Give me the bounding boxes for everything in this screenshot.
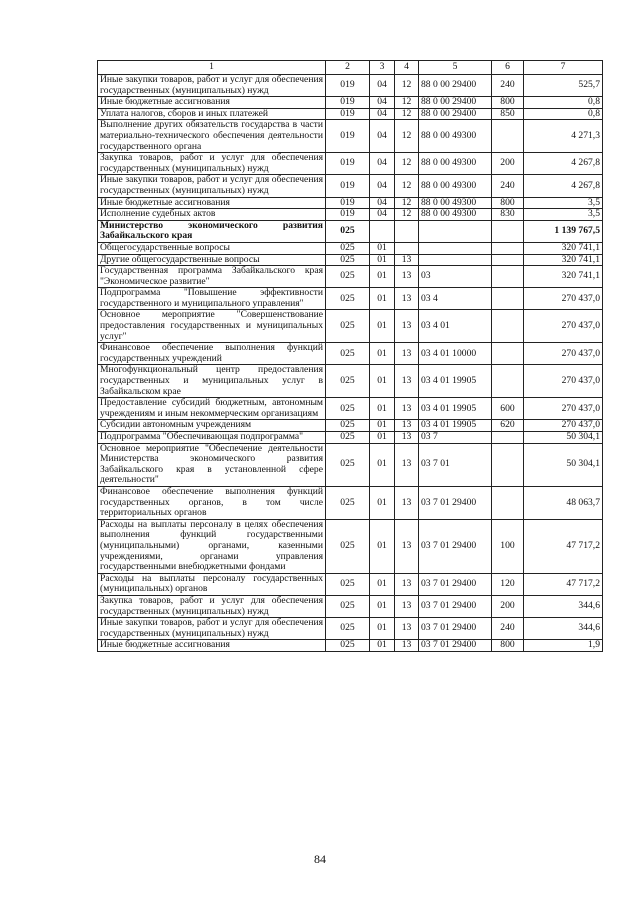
row-code-section: 01 (370, 242, 395, 254)
row-code-section: 01 (370, 432, 395, 444)
row-code-main: 019 (326, 153, 370, 175)
table-row (98, 640, 603, 652)
row-name: Министерство экономического развития Забайкальского края (98, 220, 326, 242)
header-col-6: 6 (492, 61, 524, 75)
row-code-expense-type: 800 (492, 97, 524, 109)
row-code-target: 88 0 00 29400 (419, 75, 492, 97)
row-code-target: 03 7 01 29400 (419, 573, 492, 595)
row-code-section: 01 (370, 573, 395, 595)
row-code-main: 025 (326, 640, 370, 652)
row-code-section: 04 (370, 120, 395, 153)
row-code-section: 01 (370, 343, 395, 365)
table-row (98, 398, 603, 420)
row-code-target: 03 7 01 (419, 443, 492, 486)
row-code-subsection: 13 (395, 398, 419, 420)
row-code-target: 88 0 00 29400 (419, 108, 492, 120)
row-code-section: 01 (370, 310, 395, 343)
row-code-target: 03 4 01 19905 (419, 365, 492, 398)
row-code-main: 019 (326, 97, 370, 109)
table-row (98, 443, 603, 486)
table-row (98, 97, 603, 109)
row-code-section: 01 (370, 519, 395, 573)
row-code-subsection: 13 (395, 618, 419, 640)
row-code-subsection: 13 (395, 310, 419, 343)
row-amount: 3,5 (524, 197, 603, 209)
row-amount: 1,9 (524, 640, 603, 652)
row-code-main: 025 (326, 365, 370, 398)
row-code-target (419, 254, 492, 266)
row-code-subsection (395, 242, 419, 254)
row-name: Многофункциональный центр предоставления государственных и муниципальных услуг в Забайкальском крае (98, 365, 326, 398)
budget-table (97, 60, 603, 652)
table-row (98, 486, 603, 519)
row-code-target: 03 (419, 266, 492, 288)
row-code-expense-type: 620 (492, 420, 524, 432)
table-row (98, 242, 603, 254)
table-row (98, 175, 603, 197)
row-name: Основное мероприятие "Совершенствование предоставления государственных и муниципальных услуг" (98, 310, 326, 343)
row-code-main: 025 (326, 398, 370, 420)
row-code-main: 019 (326, 209, 370, 221)
row-code-main: 019 (326, 120, 370, 153)
row-code-target: 88 0 00 49300 (419, 209, 492, 221)
table-row (98, 595, 603, 617)
row-amount: 525,7 (524, 75, 603, 97)
row-code-target: 88 0 00 29400 (419, 97, 492, 109)
row-code-section: 01 (370, 398, 395, 420)
row-code-main: 025 (326, 220, 370, 242)
row-code-section: 04 (370, 175, 395, 197)
row-amount: 4 271,3 (524, 120, 603, 153)
row-name: Другие общегосударственные вопросы (98, 254, 326, 266)
row-code-target: 88 0 00 49300 (419, 197, 492, 209)
row-name: Расходы на выплаты персоналу государственных (муниципальных) органов (98, 573, 326, 595)
row-amount: 50 304,1 (524, 432, 603, 444)
row-code-subsection: 13 (395, 443, 419, 486)
row-name: Иные бюджетные ассигнования (98, 197, 326, 209)
row-code-subsection (395, 220, 419, 242)
table-row (98, 519, 603, 573)
row-code-subsection: 13 (395, 254, 419, 266)
table-row (98, 209, 603, 221)
row-amount: 47 717,2 (524, 519, 603, 573)
table-row (98, 288, 603, 310)
row-code-main: 025 (326, 242, 370, 254)
row-code-expense-type (492, 266, 524, 288)
row-code-main: 025 (326, 618, 370, 640)
table-row (98, 573, 603, 595)
row-code-subsection: 13 (395, 486, 419, 519)
row-amount: 1 139 767,5 (524, 220, 603, 242)
row-name: Закупка товаров, работ и услуг для обеспечения государственных (муниципальных) нужд (98, 595, 326, 617)
row-name: Иные закупки товаров, работ и услуг для обеспечения государственных (муниципальных) нужд (98, 175, 326, 197)
row-code-expense-type: 120 (492, 573, 524, 595)
row-code-main: 019 (326, 75, 370, 97)
table-row (98, 220, 603, 242)
row-code-expense-type (492, 365, 524, 398)
row-code-target: 88 0 00 49300 (419, 175, 492, 197)
row-code-target: 03 7 01 29400 (419, 618, 492, 640)
row-code-target: 88 0 00 49300 (419, 120, 492, 153)
row-code-section: 04 (370, 153, 395, 175)
row-code-target: 88 0 00 49300 (419, 153, 492, 175)
row-amount: 344,6 (524, 595, 603, 617)
row-code-target: 03 4 01 19905 (419, 398, 492, 420)
table-row (98, 618, 603, 640)
header-row (98, 61, 603, 75)
row-code-section (370, 220, 395, 242)
row-code-target (419, 242, 492, 254)
row-code-main: 025 (326, 420, 370, 432)
row-code-section: 01 (370, 266, 395, 288)
row-code-target: 03 7 01 29400 (419, 640, 492, 652)
row-amount: 320 741,1 (524, 242, 603, 254)
row-amount: 270 437,0 (524, 288, 603, 310)
row-code-expense-type (492, 343, 524, 365)
row-code-expense-type: 240 (492, 618, 524, 640)
row-code-expense-type: 240 (492, 175, 524, 197)
row-code-section: 01 (370, 254, 395, 266)
row-code-target: 03 7 (419, 432, 492, 444)
row-amount: 0,8 (524, 108, 603, 120)
row-code-main: 025 (326, 573, 370, 595)
row-code-target: 03 4 01 10000 (419, 343, 492, 365)
row-code-subsection: 12 (395, 153, 419, 175)
row-code-expense-type: 800 (492, 197, 524, 209)
table-header (98, 61, 603, 75)
row-code-expense-type: 240 (492, 75, 524, 97)
row-code-target: 03 7 01 29400 (419, 595, 492, 617)
row-code-main: 025 (326, 254, 370, 266)
table-row (98, 254, 603, 266)
row-code-expense-type (492, 242, 524, 254)
row-name: Иные закупки товаров, работ и услуг для обеспечения государственных (муниципальных) нужд (98, 75, 326, 97)
row-code-expense-type: 800 (492, 640, 524, 652)
row-name: Подпрограмма "Повышение эффективности государственного и муниципального управления" (98, 288, 326, 310)
row-code-target: 03 7 01 29400 (419, 519, 492, 573)
row-code-expense-type (492, 288, 524, 310)
row-code-subsection: 13 (395, 640, 419, 652)
table-body (98, 75, 603, 652)
row-name: Выполнение других обязательств государства в части материально-технического обеспечения деятельности государственного органа (98, 120, 326, 153)
row-code-main: 025 (326, 432, 370, 444)
row-code-subsection: 13 (395, 573, 419, 595)
row-code-target: 03 4 (419, 288, 492, 310)
row-code-expense-type (492, 120, 524, 153)
row-code-expense-type: 830 (492, 209, 524, 221)
row-amount: 47 717,2 (524, 573, 603, 595)
row-name: Государственная программа Забайкальского края "Экономическое развитие" (98, 266, 326, 288)
row-code-target: 03 7 01 29400 (419, 486, 492, 519)
row-code-expense-type: 100 (492, 519, 524, 573)
row-code-subsection: 12 (395, 175, 419, 197)
row-name: Уплата налогов, сборов и иных платежей (98, 108, 326, 120)
table-row (98, 343, 603, 365)
row-name: Иные закупки товаров, работ и услуг для обеспечения государственных (муниципальных) нужд (98, 618, 326, 640)
table-row (98, 197, 603, 209)
row-code-section: 04 (370, 97, 395, 109)
row-code-target: 03 4 01 19905 (419, 420, 492, 432)
header-col-3: 3 (370, 61, 395, 75)
row-code-target: 03 4 01 (419, 310, 492, 343)
row-code-subsection: 13 (395, 343, 419, 365)
row-name: Предоставление субсидий бюджетным, автономным учреждениям и иным некоммерческим организациям (98, 398, 326, 420)
row-code-section: 01 (370, 288, 395, 310)
row-code-subsection: 12 (395, 75, 419, 97)
row-code-main: 025 (326, 343, 370, 365)
row-name: Закупка товаров, работ и услуг для обеспечения государственных (муниципальных) нужд (98, 153, 326, 175)
row-code-section: 04 (370, 75, 395, 97)
row-amount: 320 741,1 (524, 266, 603, 288)
header-col-2: 2 (326, 61, 370, 75)
row-amount: 48 063,7 (524, 486, 603, 519)
header-col-1: 1 (98, 61, 326, 75)
row-amount: 4 267,8 (524, 153, 603, 175)
row-code-subsection: 13 (395, 365, 419, 398)
row-code-main: 025 (326, 288, 370, 310)
table-row (98, 365, 603, 398)
row-name: Финансовое обеспечение выполнения функций государственных органов, в том числе территориальных органов (98, 486, 326, 519)
table-row (98, 108, 603, 120)
row-code-main: 025 (326, 519, 370, 573)
row-amount: 270 437,0 (524, 365, 603, 398)
row-code-expense-type (492, 432, 524, 444)
row-code-main: 025 (326, 486, 370, 519)
row-name: Финансовое обеспечение выполнения функций государственных учреждений (98, 343, 326, 365)
row-code-expense-type (492, 443, 524, 486)
row-code-main: 019 (326, 108, 370, 120)
table-row (98, 120, 603, 153)
row-code-section: 01 (370, 420, 395, 432)
row-code-expense-type (492, 254, 524, 266)
row-code-expense-type: 850 (492, 108, 524, 120)
header-col-5: 5 (419, 61, 492, 75)
row-amount: 50 304,1 (524, 443, 603, 486)
row-amount: 270 437,0 (524, 343, 603, 365)
row-amount: 0,8 (524, 97, 603, 109)
row-code-main: 025 (326, 266, 370, 288)
row-code-expense-type: 200 (492, 595, 524, 617)
row-amount: 270 437,0 (524, 398, 603, 420)
row-code-main: 019 (326, 197, 370, 209)
row-code-section: 04 (370, 197, 395, 209)
row-code-expense-type: 200 (492, 153, 524, 175)
table-row (98, 75, 603, 97)
row-name: Исполнение судебных актов (98, 209, 326, 221)
row-code-section: 01 (370, 618, 395, 640)
table-row (98, 153, 603, 175)
row-code-subsection: 12 (395, 197, 419, 209)
row-name: Общегосударственные вопросы (98, 242, 326, 254)
row-code-subsection: 12 (395, 209, 419, 221)
row-name: Подпрограмма "Обеспечивающая подпрограмма" (98, 432, 326, 444)
row-amount: 270 437,0 (524, 310, 603, 343)
row-code-expense-type (492, 220, 524, 242)
header-col-4: 4 (395, 61, 419, 75)
row-code-main: 025 (326, 310, 370, 343)
row-code-expense-type: 600 (492, 398, 524, 420)
row-code-section: 01 (370, 443, 395, 486)
row-amount: 344,6 (524, 618, 603, 640)
row-code-expense-type (492, 486, 524, 519)
table-row (98, 266, 603, 288)
row-code-section: 01 (370, 595, 395, 617)
row-code-section: 01 (370, 365, 395, 398)
row-code-main: 019 (326, 175, 370, 197)
row-code-main: 025 (326, 595, 370, 617)
row-code-subsection: 13 (395, 266, 419, 288)
row-name: Расходы на выплаты персоналу в целях обеспечения выполнения функций государственными (муниципальными) органами, казенными учреждениями, органами управления государственными внебюджетными фондами (98, 519, 326, 573)
row-code-expense-type (492, 310, 524, 343)
row-code-subsection: 13 (395, 595, 419, 617)
row-code-subsection: 13 (395, 288, 419, 310)
table-row (98, 432, 603, 444)
row-code-section: 01 (370, 640, 395, 652)
row-amount: 270 437,0 (524, 420, 603, 432)
header-col-7: 7 (524, 61, 603, 75)
row-amount: 4 267,8 (524, 175, 603, 197)
row-code-subsection: 13 (395, 432, 419, 444)
row-code-subsection: 12 (395, 97, 419, 109)
row-code-section: 04 (370, 108, 395, 120)
row-amount: 320 741,1 (524, 254, 603, 266)
row-code-subsection: 13 (395, 420, 419, 432)
row-code-main: 025 (326, 443, 370, 486)
row-code-section: 01 (370, 486, 395, 519)
row-name: Иные бюджетные ассигнования (98, 640, 326, 652)
page-number: 84 (314, 852, 326, 866)
row-name: Основное мероприятие "Обеспечение деятельности Министерства экономического развития Забайкальского края в установленной сфере деятельности" (98, 443, 326, 486)
table-row (98, 310, 603, 343)
row-name: Иные бюджетные ассигнования (98, 97, 326, 109)
table-row (98, 420, 603, 432)
row-name: Субсидии автономным учреждениям (98, 420, 326, 432)
row-amount: 3,5 (524, 209, 603, 221)
row-code-subsection: 12 (395, 108, 419, 120)
row-code-subsection: 12 (395, 120, 419, 153)
row-code-target (419, 220, 492, 242)
row-code-section: 04 (370, 209, 395, 221)
row-code-subsection: 13 (395, 519, 419, 573)
